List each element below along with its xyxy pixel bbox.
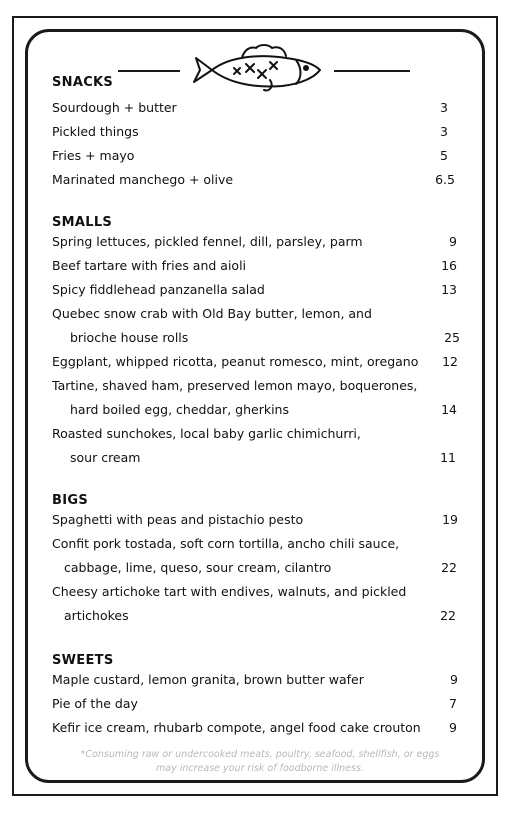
menu-item-continuation: cabbage, lime, queso, sour cream, cilantro	[64, 560, 332, 575]
menu-item-name: Spring lettuces, pickled fennel, dill, parsley, parm	[52, 234, 363, 249]
menu-item-price: 9	[449, 720, 457, 735]
menu-item-continuation: sour cream	[70, 450, 141, 465]
menu-item-name: Beef tartare with fries and aioli	[52, 258, 247, 273]
menu-item-price: 11	[440, 450, 456, 465]
menu-item-price: 13	[441, 282, 457, 297]
menu-item-price: 12	[442, 354, 458, 369]
menu-item-price: 5	[440, 148, 448, 163]
menu-item-price: 9	[450, 672, 458, 687]
menu-item-name: Spicy fiddlehead panzanella salad	[52, 282, 265, 297]
menu-item-price: 25	[444, 330, 460, 345]
menu-item-name: Marinated manchego + olive	[52, 172, 234, 187]
menu-item-price: 19	[442, 512, 458, 527]
menu-item-name: Pie of the day	[52, 696, 138, 711]
menu-item-price: 3	[440, 100, 448, 115]
menu-item-price: 22	[440, 608, 456, 623]
disclaimer-line-2: may increase your risk of foodborne illness.	[156, 763, 364, 774]
section-title-snacks: SNACKS	[52, 75, 114, 90]
menu-item-name: Kefir ice cream, rhubarb compote, angel food cake crouton	[52, 720, 421, 735]
menu-item-name: Maple custard, lemon granita, brown butter wafer	[52, 672, 364, 687]
menu-item-price: 9	[449, 234, 457, 249]
menu-item-price: 7	[449, 696, 457, 711]
menu-item-continuation: artichokes	[64, 608, 129, 623]
disclaimer-line-1: *Consuming raw or undercooked meats, poultry, seafood, shellfish, or eggs	[80, 749, 440, 760]
menu-item-name: Tartine, shaved ham, preserved lemon mayo, boquerones,	[52, 378, 418, 393]
menu-item-price: 6.5	[435, 172, 455, 187]
section-title-sweets: SWEETS	[52, 653, 114, 668]
menu-item-price: 14	[441, 402, 457, 417]
menu-item-name: Sourdough + butter	[52, 100, 177, 115]
menu-item-name: Confit pork tostada, soft corn tortilla, ancho chili sauce,	[52, 536, 400, 551]
header-rule-right	[334, 70, 410, 72]
header-rule-left	[118, 70, 180, 72]
section-title-smalls: SMALLS	[52, 215, 113, 230]
menu-item-price: 3	[440, 124, 448, 139]
menu-item-continuation: brioche house rolls	[70, 330, 189, 345]
foodborne-illness-disclaimer	[60, 748, 460, 776]
menu-item-name: Quebec snow crab with Old Bay butter, lemon, and	[52, 306, 372, 321]
menu-item-continuation: hard boiled egg, cheddar, gherkins	[70, 402, 289, 417]
menu-item-price: 16	[441, 258, 457, 273]
menu-item-name: Eggplant, whipped ricotta, peanut romesco, mint, oregano	[52, 354, 419, 369]
section-title-bigs: BIGS	[52, 493, 88, 508]
menu-item-name: Roasted sunchokes, local baby garlic chimichurri,	[52, 426, 361, 441]
menu-item-price: 22	[441, 560, 457, 575]
menu-item-name: Pickled things	[52, 124, 139, 139]
menu-item-name: Spaghetti with peas and pistachio pesto	[52, 512, 304, 527]
menu-item-name: Fries + mayo	[52, 148, 135, 163]
menu-item-name: Cheesy artichoke tart with endives, walnuts, and pickled	[52, 584, 407, 599]
fish-icon	[190, 40, 324, 94]
